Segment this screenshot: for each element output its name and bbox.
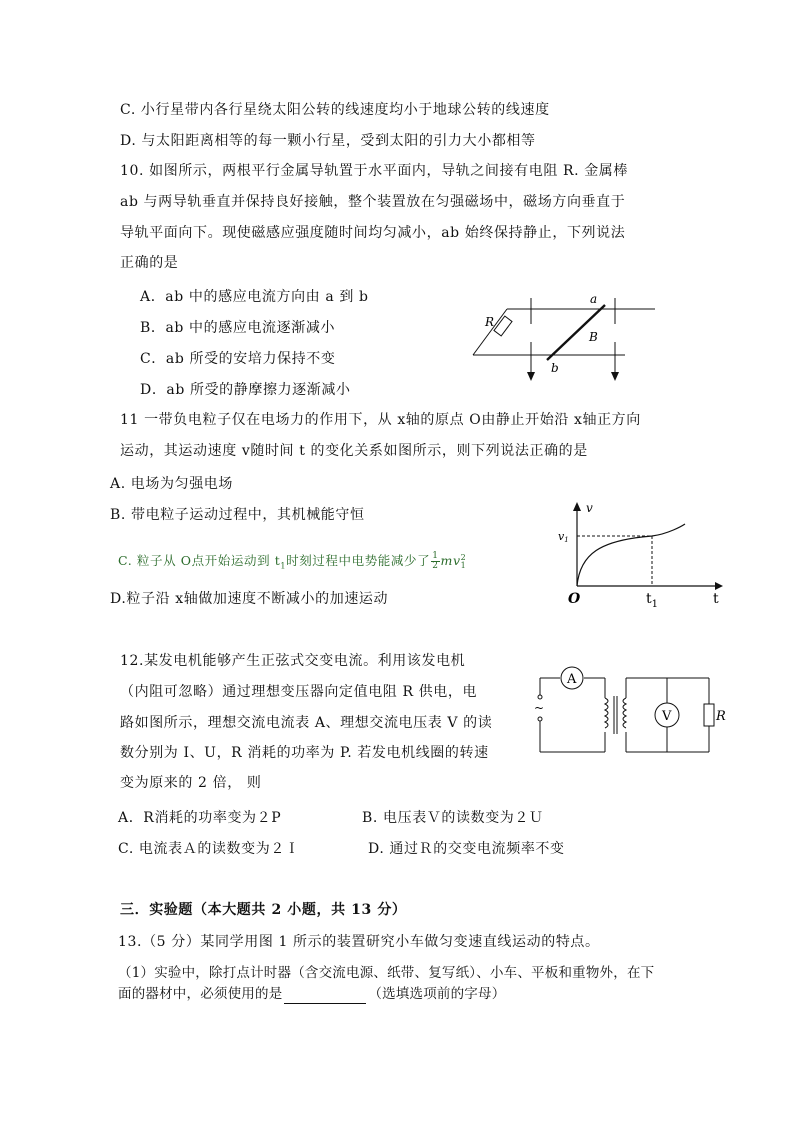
q10-option-d: D．ab 所受的静摩擦力逐渐减小	[140, 382, 351, 398]
label-b: b	[551, 361, 559, 375]
section-3-heading: 三．实验题（本大题共 2 小题，共 13 分）	[120, 902, 407, 918]
q12-option-a: A．R消耗的功率变为２P	[118, 810, 282, 826]
velocity-curve	[577, 524, 685, 586]
q12-option-d: D. 通过Ｒ的交变电流频率不变	[368, 841, 565, 857]
q10-stem-line2: ab 与两导轨垂直并保持良好接触，整个装置放在匀强磁场中，磁场方向垂直于	[120, 194, 626, 210]
terminal-top	[538, 695, 542, 699]
v1-label: v1	[558, 530, 569, 544]
q11-option-a: A. 电场为匀强电场	[110, 476, 234, 492]
q11-stem-line1: 11 一带负电粒子仅在电场力的作用下，从 x轴的原点 O由静止开始沿 x轴正方向	[120, 412, 641, 428]
origin-label: O	[568, 591, 581, 607]
q12-option-c: C. 电流表Ａ的读数变为２Ｉ	[118, 841, 300, 857]
fraction-half: $\frac{1}{2}$	[432, 551, 439, 571]
q13-stem-line1: 13.（5 分）某同学用图 1 所示的装置研究小车做匀变速直线运动的特点。	[118, 934, 600, 950]
q11-stem-line2: 运动，其运动速度 v随时间 t 的变化关系如图所示，则下列说法正确的是	[120, 443, 588, 459]
q11-option-d: D.粒子沿 x轴做加速度不断减小的加速运动	[110, 591, 389, 607]
q10-option-c: C．ab 所受的安培力保持不变	[140, 351, 336, 367]
q12-stem-line4: 数分别为 I、U，R 消耗的功率为 P. 若发电机线圈的转速	[120, 745, 489, 761]
q10-option-a: A．ab 中的感应电流方向由 a 到 b	[140, 289, 369, 305]
q10-option-b: B．ab 中的感应电流逐渐减小	[140, 320, 336, 336]
axis-label-t: t	[713, 591, 719, 607]
label-B: B	[589, 330, 598, 344]
label-a: a	[590, 292, 598, 306]
q12-stem-line1: 12.某发电机能够产生正弦式交变电流。利用该发电机	[120, 653, 466, 669]
q11-vt-graph	[550, 500, 730, 615]
label-R: R	[485, 315, 495, 329]
q10-rails-figure	[465, 288, 665, 388]
q12-option-b: B. 电压表Ｖ的读数变为２Ｕ	[362, 810, 544, 826]
resistor-symbol	[494, 316, 512, 336]
voltmeter-label: V	[662, 709, 672, 724]
q12-stem-line2: （内阻可忽略）通过理想变压器向定值电阻 R 供电，电	[120, 684, 478, 700]
ammeter-label: A	[567, 672, 577, 687]
q10-stem-line1: 10. 如图所示，两根平行金属导轨置于水平面内，导轨之间接有电阻 R. 金属棒	[120, 163, 629, 179]
ac-source-symbol: ~	[534, 701, 545, 715]
q9-option-d: D. 与太阳距离相等的每一颗小行星，受到太阳的引力大小都相等	[120, 133, 536, 149]
resistor-label: R	[716, 709, 726, 724]
terminal-bottom	[538, 717, 542, 721]
q11-option-b: B. 带电粒子运动过程中，其机械能守恒	[110, 507, 365, 523]
axis-label-v: v	[586, 501, 593, 515]
q13-stem-line3: 面的器材中，必须使用的是 （选填选项前的字母）	[118, 986, 506, 1002]
q9-option-c: C. 小行星带内各行星绕太阳公转的线速度均小于地球公转的线速度	[120, 102, 550, 118]
t1-label: $t_1$	[646, 591, 659, 610]
q10-stem-line4: 正确的是	[120, 255, 179, 271]
answer-blank[interactable]	[284, 989, 366, 1004]
q10-stem-line3: 导轨平面向下。现使磁感应强度随时间均匀减小，ab 始终保持静止，下列说法	[120, 225, 626, 241]
q13-stem-line2: （1）实验中，除打点计时器（含交流电源、纸带、复写纸）、小车、平板和重物外，在下	[118, 965, 655, 981]
resistor-symbol	[704, 704, 714, 726]
q11-option-c: C. 粒子从 O点开始运动到 $t_1$时刻过程中电势能减少了 $\frac{1}{2}$ mv 2 1	[118, 551, 467, 571]
q12-stem-line3: 路如图所示，理想交流电流表 A、理想交流电压表 V 的读	[120, 715, 493, 731]
secondary-coil	[623, 698, 626, 728]
q12-stem-line5: 变为原来的 2 倍， 则	[120, 775, 262, 791]
q12-circuit-figure	[536, 662, 736, 762]
primary-coil	[605, 698, 608, 728]
